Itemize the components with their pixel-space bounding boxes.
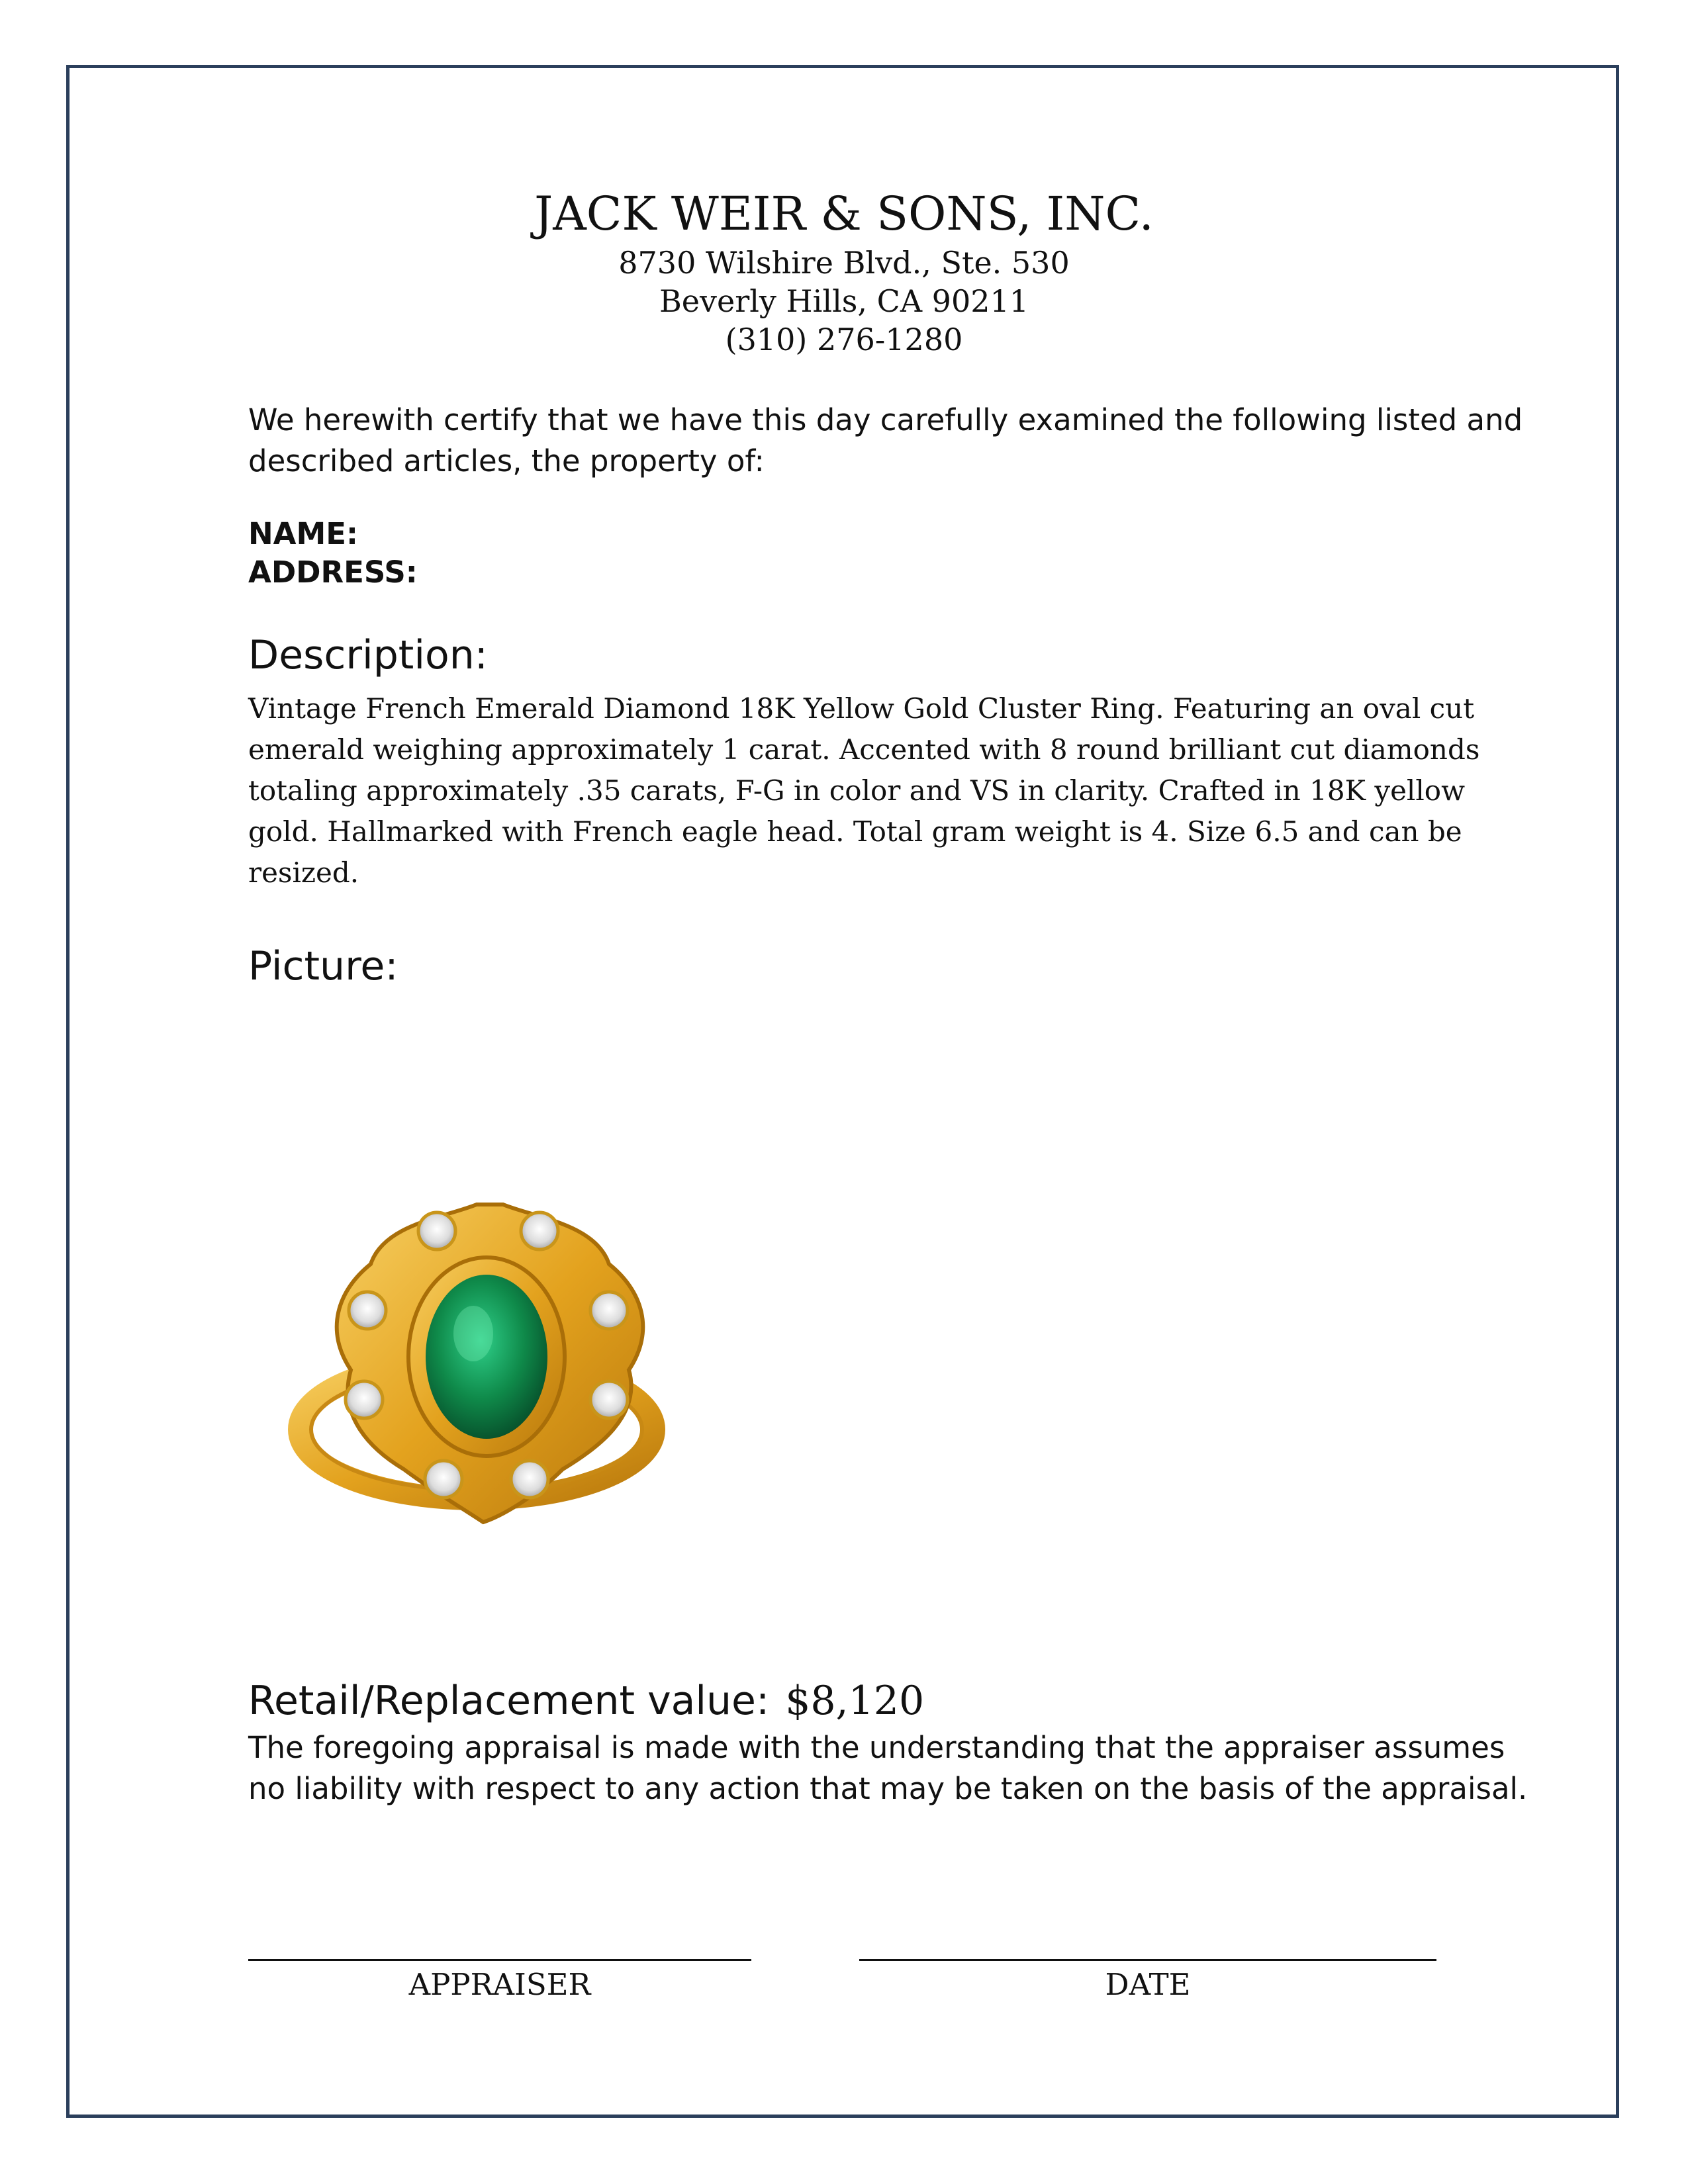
retail-value-amount: $8,120 [785,1678,925,1724]
page-border [66,65,1619,2118]
certification-text [248,400,1523,482]
disclaimer-line1: The foregoing appraisal is made with the understanding that the appraiser assumes [248,1730,1505,1765]
company-name: JACK WEIR & SONS, INC. [534,187,1154,241]
date-label: DATE [1105,1967,1191,2002]
disclaimer-line2: no liability with respect to any action that may be taken on the basis of the appraisal. [248,1771,1528,1806]
ring-photo [285,1178,755,1549]
retail-value-line [248,1678,924,1724]
description-line: gold. Hallmarked with French eagle head. Total gram weight is 4. Size 6.5 and can be [248,815,1462,848]
company-address-line1: 8730 Wilshire Blvd., Ste. 530 [618,245,1070,281]
description-line: totaling approximately .35 carats, F-G in color and VS in clarity. Crafted in 18K yellow [248,774,1466,807]
description-line: emerald weighing approximately 1 carat. Accented with 8 round brilliant cut diamonds [248,733,1480,766]
retail-value-label: Retail/Replacement value: [248,1678,770,1724]
company-phone: (310) 276-1280 [725,322,963,357]
appraiser-signature-line[interactable] [248,1959,751,1961]
company-address-line2: Beverly Hills, CA 90211 [659,283,1029,319]
name-label: NAME: [248,516,359,551]
description-text [248,688,1479,893]
emerald-stone [426,1275,547,1439]
date-signature-line[interactable] [859,1959,1436,1961]
address-label: ADDRESS: [248,555,418,590]
certification-line1: We herewith certify that we have this day carefully examined the following listed and [248,402,1523,437]
disclaimer-text [248,1727,1527,1809]
description-heading: Description: [248,632,488,678]
description-line: Vintage French Emerald Diamond 18K Yellow Gold Cluster Ring. Featuring an oval cut [248,692,1475,725]
certification-line2: described articles, the property of: [248,443,765,478]
appraiser-label: APPRAISER [408,1967,591,2002]
description-line: resized. [248,856,359,889]
picture-heading: Picture: [248,943,399,989]
